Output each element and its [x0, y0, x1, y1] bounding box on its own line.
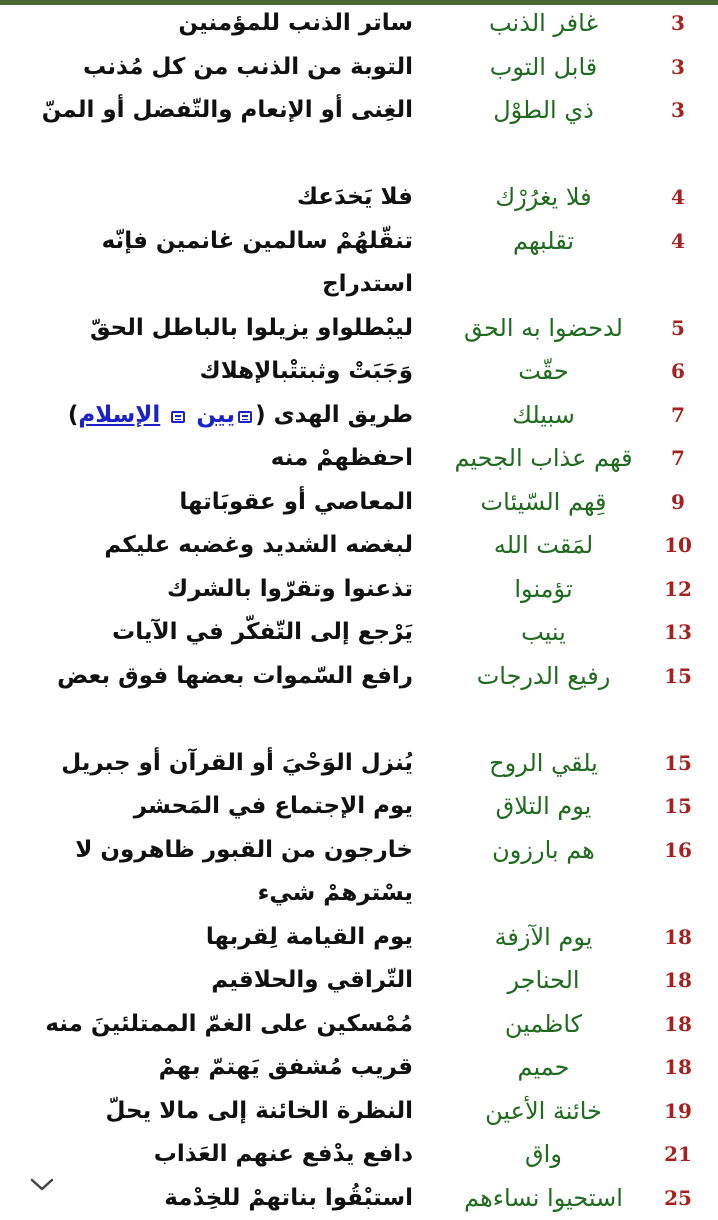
word-meaning: المعاصي أو عقوبَاتها	[13, 481, 413, 525]
word-meaning: يَرْجع إلى التّفكّر في الآيات	[13, 611, 413, 655]
quran-word: لدحضوا به الحق	[441, 307, 646, 350]
verse-number: 12	[662, 571, 694, 607]
islam-link[interactable]: الإسلام	[78, 402, 160, 428]
table-row	[0, 307, 718, 351]
table-row	[0, 46, 718, 90]
quran-word: واق	[441, 1133, 646, 1176]
quran-word: ذي الطوْل	[441, 89, 646, 132]
meaning-text: طريق الهدى (	[255, 402, 413, 428]
quran-word: لمَقت الله	[441, 524, 646, 567]
quran-word: رفيع الدرجات	[441, 655, 646, 698]
word-meaning: التوبة من الذنب من كل مُذنب	[13, 46, 413, 90]
word-meaning: التّراقي والحلاقيم	[13, 959, 413, 1003]
verse-number: 18	[662, 919, 694, 955]
word-meaning: يُنزل الوَحْيَ أو القرآن أو جبريل	[13, 742, 413, 786]
table-row	[0, 916, 718, 960]
verse-number: 15	[662, 658, 694, 694]
table-row	[0, 568, 718, 612]
table-row	[0, 611, 718, 655]
quran-word: خائنة الأعين	[441, 1090, 646, 1133]
table-row	[0, 1090, 718, 1134]
quran-word: قهم عذاب الجحيم	[441, 437, 646, 480]
table-row	[0, 524, 718, 568]
word-meaning: لبغضه الشديد وغضبه عليكم	[13, 524, 413, 568]
chevron-down-icon[interactable]	[22, 1170, 62, 1200]
word-meaning: مُمْسكين على الغمّ الممتلئينَ منه	[13, 1003, 413, 1047]
word-meaning: تنقّلهُمْ سالمين غانمين فإنّه استدراج	[13, 220, 413, 307]
quran-word: حقّت	[441, 350, 646, 393]
table-row	[0, 350, 718, 394]
verse-number: 15	[662, 745, 694, 781]
table-row	[0, 655, 718, 742]
table-row	[0, 829, 718, 916]
quran-word: الحناجر	[441, 959, 646, 1002]
verse-number: 18	[662, 1006, 694, 1042]
verse-number: 7	[662, 440, 694, 476]
verse-number: 19	[662, 1093, 694, 1129]
word-meaning: دافع يدْفع عنهم العَذاب	[13, 1133, 413, 1177]
table-row	[0, 481, 718, 525]
quran-word: يلقي الروح	[441, 742, 646, 785]
verse-number: 15	[662, 788, 694, 824]
table-row	[0, 394, 718, 438]
word-meaning: ليبْطلواو يزيلوا بالباطل الحقّ	[13, 307, 413, 351]
quran-word: هم بارزون	[441, 829, 646, 872]
religion-link[interactable]: يين	[196, 402, 235, 428]
word-meaning: تذعنوا وتقرّوا بالشرك	[13, 568, 413, 612]
quran-word: كاظمين	[441, 1003, 646, 1046]
table-row	[0, 1133, 718, 1177]
word-meaning: وَجَبَتْ وثبتتْبالإهلاك	[13, 350, 413, 394]
document-icon[interactable]	[171, 411, 185, 423]
table-row	[0, 1003, 718, 1047]
table-row	[0, 959, 718, 1003]
meaning-text-close: )	[68, 402, 79, 428]
verse-number: 25	[662, 1180, 694, 1216]
word-meaning: فلا يَخدَعك	[13, 176, 413, 220]
verse-number: 4	[662, 179, 694, 215]
verse-number: 10	[662, 527, 694, 563]
word-meaning: استبْقُوا بناتهمْ للخِدْمة	[13, 1177, 413, 1220]
verse-number: 5	[662, 310, 694, 346]
table-row	[0, 1046, 718, 1090]
table-row	[0, 176, 718, 220]
table-row	[0, 220, 718, 307]
word-meaning: يوم القيامة لِقربها	[13, 916, 413, 960]
quran-word: فلا يغرُرْك	[441, 176, 646, 219]
quran-word: حميم	[441, 1046, 646, 1089]
table-row	[0, 785, 718, 829]
word-meaning: ساتر الذنب للمؤمنين	[13, 2, 413, 46]
verse-number: 21	[662, 1136, 694, 1172]
quran-word: استحيوا نساءهم	[441, 1177, 646, 1220]
vocabulary-table	[0, 2, 718, 1220]
verse-number: 9	[662, 484, 694, 520]
verse-number: 3	[662, 5, 694, 41]
verse-number: 13	[662, 614, 694, 650]
quran-word: ينيب	[441, 611, 646, 654]
table-row	[0, 89, 718, 176]
word-meaning: احفظهمْ منه	[13, 437, 413, 481]
quran-word: غافر الذنب	[441, 2, 646, 45]
table-row	[0, 1177, 718, 1220]
table-row	[0, 437, 718, 481]
verse-number: 18	[662, 1049, 694, 1085]
quran-word: تقلبهم	[441, 220, 646, 263]
verse-number: 3	[662, 92, 694, 128]
verse-number: 18	[662, 962, 694, 998]
table-row	[0, 742, 718, 786]
word-meaning: يوم الإجتماع في المَحشر	[13, 785, 413, 829]
quran-word: سبيلك	[441, 394, 646, 437]
document-icon[interactable]	[238, 411, 252, 423]
verse-number: 6	[662, 353, 694, 389]
word-meaning: النظرة الخائنة إلى مالا يحلّ	[13, 1090, 413, 1134]
verse-number: 3	[662, 49, 694, 85]
quran-word: قابل التوب	[441, 46, 646, 89]
verse-number: 16	[662, 832, 694, 868]
verse-number: 4	[662, 223, 694, 259]
word-meaning: خارجون من القبور ظاهرون لا يسْترهمْ شيء	[13, 829, 413, 916]
verse-number: 7	[662, 397, 694, 433]
table-row	[0, 2, 718, 46]
word-meaning: رافع السّموات بعضها فوق بعض	[13, 655, 413, 699]
quran-word: قِهم السّيئات	[441, 481, 646, 524]
word-meaning: الغِنى أو الإنعام والتّفضل أو المنّ	[13, 89, 413, 133]
word-meaning: قريب مُشفق يَهتمّ بهمْ	[13, 1046, 413, 1090]
word-meaning	[13, 394, 413, 438]
quran-word: يوم التلاق	[441, 785, 646, 828]
quran-word: تؤمنوا	[441, 568, 646, 611]
quran-word: يوم الآزفة	[441, 916, 646, 959]
